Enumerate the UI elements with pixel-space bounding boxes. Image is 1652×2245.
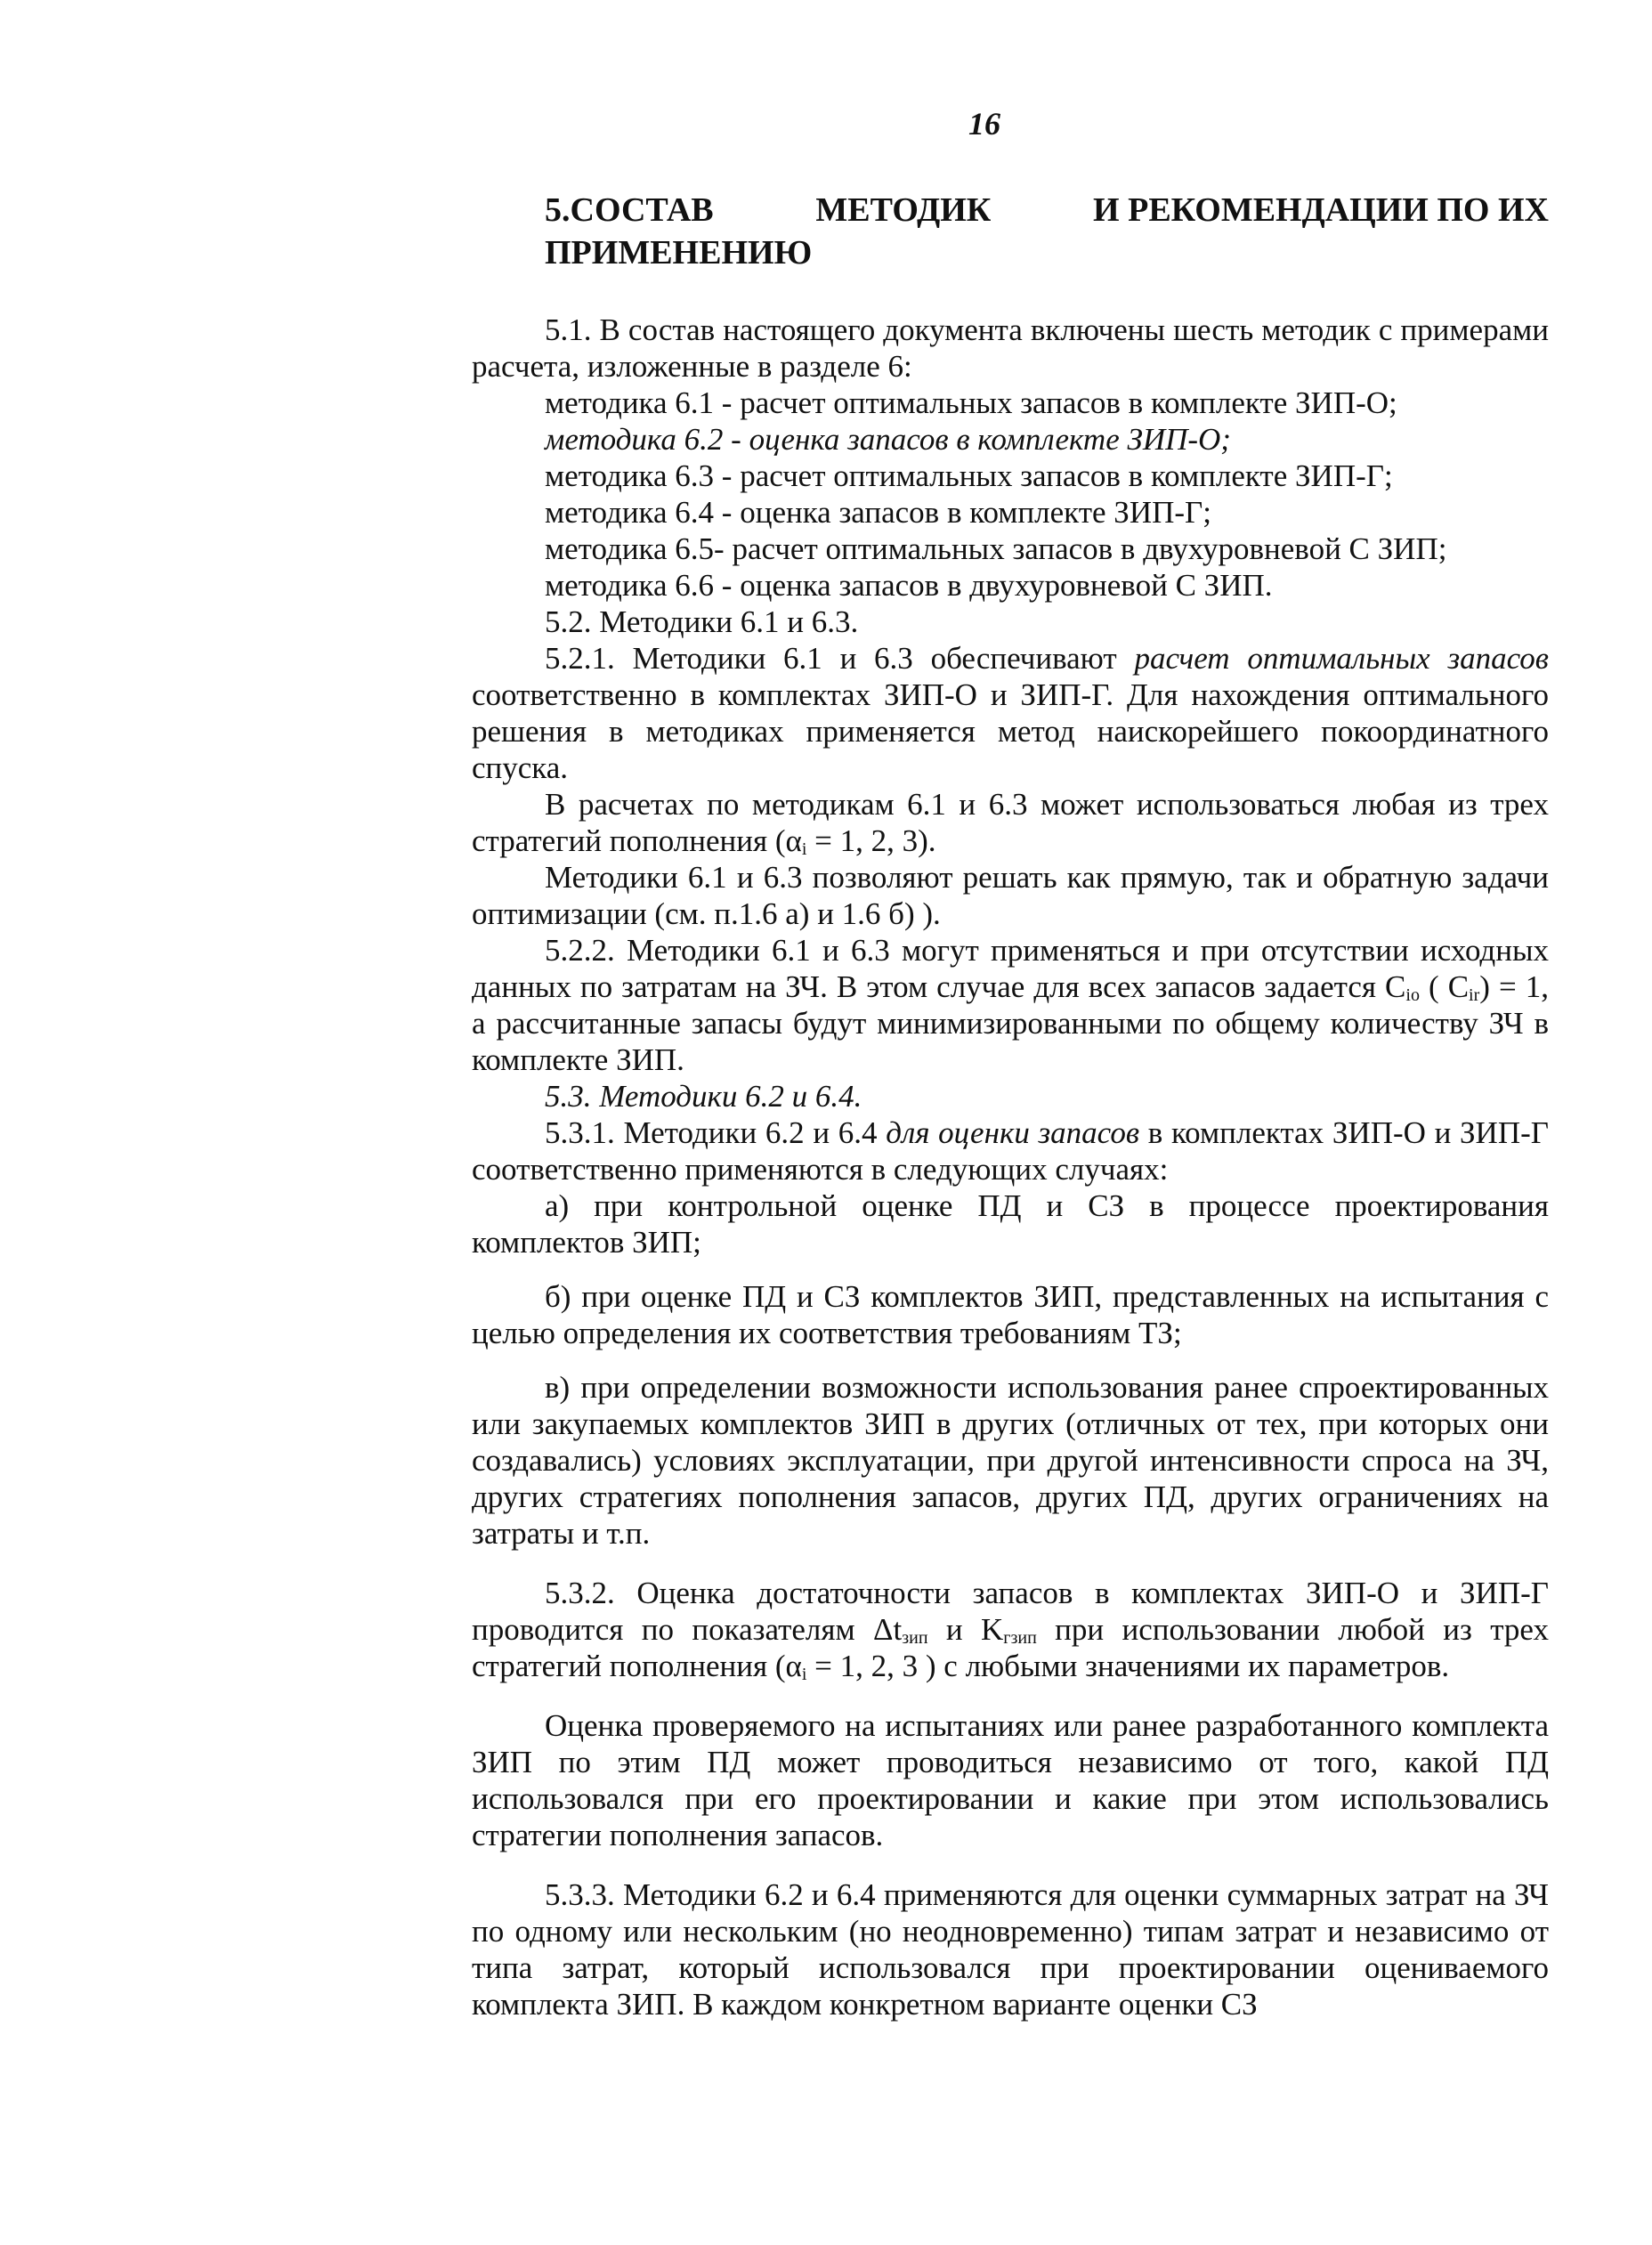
paragraph-5-3-2-mid2: при использовании любой из трех стратегий пополнения (α — [472, 1612, 1549, 1683]
paragraph-direct-inverse: Методики 6.1 и 6.3 позволяют решать как прямую, так и обратную задачи оптимизации (см. п.1.6 а) и 1.6 б) ). — [472, 860, 1549, 931]
method-6-5: методика 6.5- расчет оптимальных запасов в двухуровневой С ЗИП; — [545, 531, 1447, 566]
alpha-subscript-2: i — [801, 1665, 807, 1684]
paragraph-5-2-2-start: 5.2.2. Методики 6.1 и 6.3 могут применяться и при отсутствии исходных данных по затратам на ЗЧ. В этом случае для всех запасов задается C — [472, 933, 1549, 1004]
heading-word-2: МЕТОДИК — [815, 191, 992, 229]
paragraph-5-3-1 — [472, 1114, 1549, 1187]
method-6-2: методика 6.2 - оценка запасов в комплекте ЗИП-О; — [545, 422, 1231, 457]
method-6-6: методика 6.6 - оценка запасов в двухуровневой С ЗИП. — [545, 568, 1273, 603]
paragraph-5-2-1 — [472, 640, 1549, 786]
document-body — [472, 312, 1549, 2022]
case-b: б) при оценке ПД и СЗ комплектов ЗИП, представленных на испытания с целью определения их соответствия требованиям ТЗ; — [472, 1279, 1549, 1350]
paragraph-5-3-1-end: в комплектах ЗИП-О и ЗИП-Г соответственно применяются в следующих случаях: — [472, 1115, 1549, 1187]
paragraph-5-1: 5.1. В состав настоящего документа включены шесть методик с примерами расчета, изложенные в разделе 6: — [472, 312, 1549, 384]
cost-subscript-io: io — [1405, 985, 1420, 1005]
heading-line-1 — [545, 189, 1549, 231]
paragraph-5-3-3: 5.3.3. Методики 6.2 и 6.4 применяются для оценки суммарных затрат на ЗЧ по одному или нескольким (но неодновременно) типам затрат и независимо от типа затрат, который использовался при проектировании оцениваемого комплекта ЗИП. В каждом конкретном варианте оценки СЗ — [472, 1877, 1549, 2022]
paragraph-5-3-1-start: 5.3.1. Методики 6.2 и 6.4 — [545, 1115, 887, 1150]
delta-t-subscript: зип — [902, 1628, 928, 1648]
method-6-4: методика 6.4 - оценка запасов в комплекте ЗИП-Г; — [545, 495, 1211, 530]
paragraph-5-2-1-end: соответственно в комплектах ЗИП-О и ЗИП-Г. Для нахождения оптимального решения в методиках применяется метод наискорейшего покоординатного спуска. — [472, 677, 1549, 785]
k-subscript: гзип — [1003, 1628, 1037, 1648]
paragraph-strategies-start: В расчетах по методикам 6.1 и 6.3 может использоваться любая из трех стратегий пополнения (α — [472, 787, 1549, 858]
cost-subscript-ir: ir — [1469, 985, 1480, 1005]
method-6-3: методика 6.3 - расчет оптимальных запасов в комплекте ЗИП-Г; — [545, 458, 1393, 493]
alpha-subscript: i — [801, 839, 807, 859]
case-c: в) при определении возможности использования ранее спроектированных или закупаемых комплектов ЗИП в других (отличных от тех, при которых они создавались) условиях эксплуатации, при другой интенсивности спроса на ЗЧ, других стратегиях пополнения запасов, других ПД, других ограничениях на затраты и т.п. — [472, 1370, 1549, 1551]
paragraph-5-2-1-start: 5.2.1. Методики 6.1 и 6.3 обеспечивают — [545, 641, 1135, 676]
paragraph-5-2: 5.2. Методики 6.1 и 6.3. — [545, 604, 859, 639]
case-a: а) при контрольной оценке ПД и СЗ в процессе проектирования комплектов ЗИП; — [472, 1188, 1549, 1260]
section-heading — [545, 189, 1549, 274]
paragraph-5-3-2-start: 5.3.2. Оценка достаточности запасов в комплектах ЗИП-О и ЗИП-Г проводится по показателям Δt — [472, 1576, 1549, 1647]
paragraph-5-2-2-end: ) = 1, а рассчитанные запасы будут минимизированными по общему количеству ЗЧ в комплекте ЗИП. — [472, 969, 1549, 1077]
paragraph-5-3: 5.3. Методики 6.2 и 6.4. — [545, 1079, 862, 1114]
paragraph-5-2-1-emphasis: расчет оптимальных запасов — [1134, 641, 1549, 676]
paragraph-strategies-end: = 1, 2, 3). — [806, 823, 936, 858]
paragraph-5-3-1-emphasis: для оценки запасов — [886, 1115, 1140, 1150]
paragraph-strategies — [472, 786, 1549, 859]
paragraph-5-2-2-mid: ( C — [1419, 969, 1470, 1004]
heading-line-2: ПРИМЕНЕНИЮ — [545, 234, 813, 272]
heading-word-3: И РЕКОМЕНДАЦИИ ПО ИХ — [1093, 191, 1549, 229]
paragraph-5-2-2 — [472, 932, 1549, 1078]
paragraph-5-3-2-mid: и K — [927, 1612, 1004, 1647]
paragraph-evaluation: Оценка проверяемого на испытаниях или ранее разработанного комплекта ЗИП по этим ПД может проводиться независимо от того, какой ПД использовался при его проектировании и какие при этом использовались стратегии пополнения запасов. — [472, 1708, 1549, 1852]
method-6-1: методика 6.1 - расчет оптимальных запасов в комплекте ЗИП-О; — [545, 385, 1397, 420]
heading-word-1: 5.СОСТАВ — [545, 191, 714, 229]
paragraph-5-3-2-end: = 1, 2, 3 ) с любыми значениями их параметров. — [806, 1649, 1450, 1683]
page-number: 16 — [968, 106, 1000, 142]
paragraph-5-3-2 — [472, 1575, 1549, 1684]
